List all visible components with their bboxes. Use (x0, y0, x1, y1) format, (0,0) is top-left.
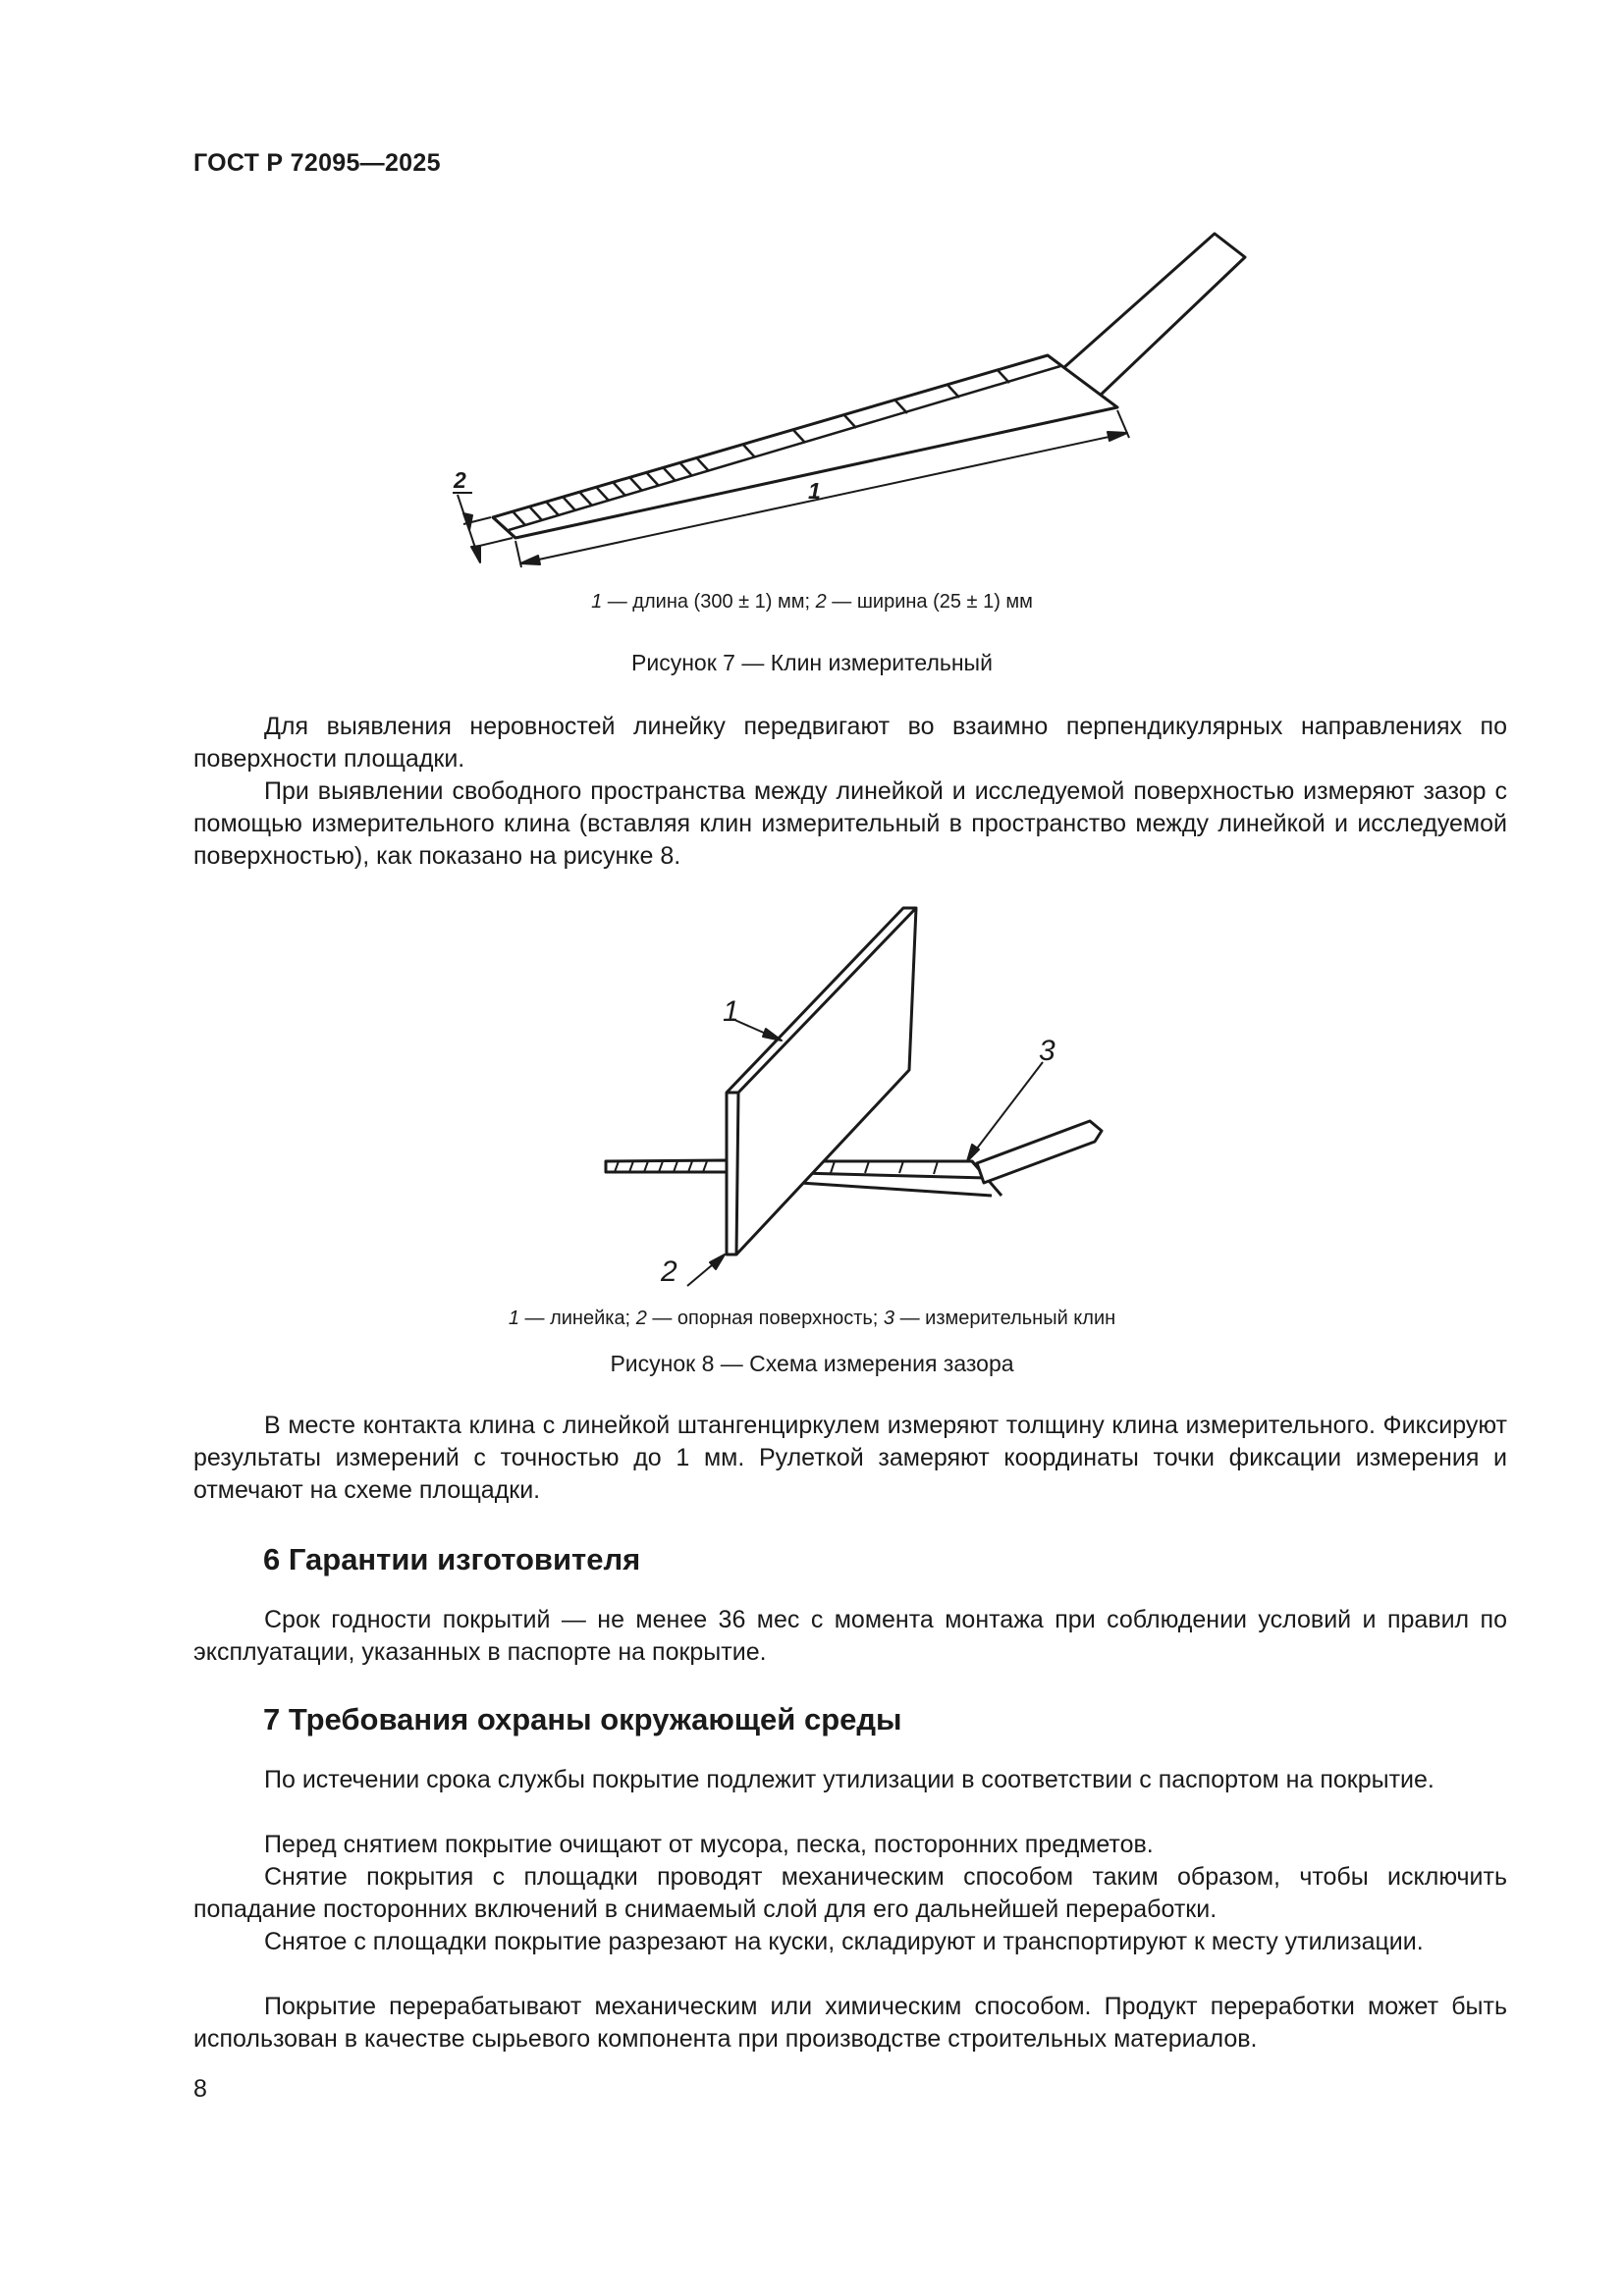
figure-8-label-2: 2 (661, 1255, 677, 1288)
paragraph-text: В месте контакта клина с линейкой штангенциркулем измеряют толщину клина измерительного. Фиксируют результаты измерений с точностью до 1 мм. Рулеткой замеряют координаты точки фиксации измерения и отмечают на схеме площадки. (193, 1412, 1507, 1504)
figure-8-label-3: 3 (1039, 1035, 1056, 1067)
paragraph-text: По истечении срока службы покрытие подлежит утилизации в соответствии с паспортом на покрытие. (264, 1766, 1435, 1793)
figure-8-label-1: 1 (723, 995, 739, 1028)
paragraph-text: Срок годности покрытий — не менее 36 мес с момента монтажа при соблюдении условий и правил по эксплуатации, указанных в паспорте на покрытие. (193, 1606, 1507, 1666)
figure-8-legend: 1 — линейка; 2 — опорная поверхность; 3 — измерительный клин (508, 1308, 1116, 1329)
paragraph-text: Перед снятием покрытие очищают от мусора, песка, посторонних предметов. (264, 1831, 1154, 1858)
paragraph-text: Покрытие перерабатывают механическим или химическим способом. Продукт переработки может быть использован в качестве сырьевого компонента при производстве строительных материалов. (193, 1993, 1507, 2053)
figure-7-caption: Рисунок 7 — Клин измерительный (631, 650, 993, 675)
paragraph-text: Снятие покрытия с площадки проводят механическим способом таким образом, чтобы исключить попадание посторонних включений в снимаемый слой для его дальнейшей переработки. (193, 1863, 1507, 1923)
section-7-heading: 7 Требования охраны окружающей среды (263, 1702, 902, 1736)
section-6-heading: 6 Гарантии изготовителя (263, 1542, 641, 1576)
figure-7-label-1: 1 (808, 478, 821, 504)
document-header: ГОСТ Р 72095—2025 (193, 149, 441, 177)
page-number: 8 (193, 2075, 207, 2103)
paragraph-text: Для выявления неровностей линейку передвигают во взаимно перпендикулярных направлениях по поверхности площадки. (193, 713, 1507, 773)
figure-8-gap-measurement-drawing (589, 893, 1139, 1296)
figure-7-label-2: 2 (454, 467, 466, 493)
paragraph-text: Снятое с площадки покрытие разрезают на куски, складируют и транспортируют к месту утилизации. (264, 1928, 1424, 1955)
figure-7-legend: 1 — длина (300 ± 1) мм; 2 — ширина (25 ± 1) мм (591, 591, 1033, 613)
paragraph-text: При выявлении свободного пространства между линейкой и исследуемой поверхностью измеряют зазор с помощью измерительного клина (вставляя клин измерительный в пространство между линейкой и исследуемой поверхностью), как показано на рисунке 8. (193, 777, 1507, 870)
figure-7-wedge-drawing (432, 221, 1276, 584)
figure-8-caption: Рисунок 8 — Схема измерения зазора (610, 1351, 1014, 1376)
